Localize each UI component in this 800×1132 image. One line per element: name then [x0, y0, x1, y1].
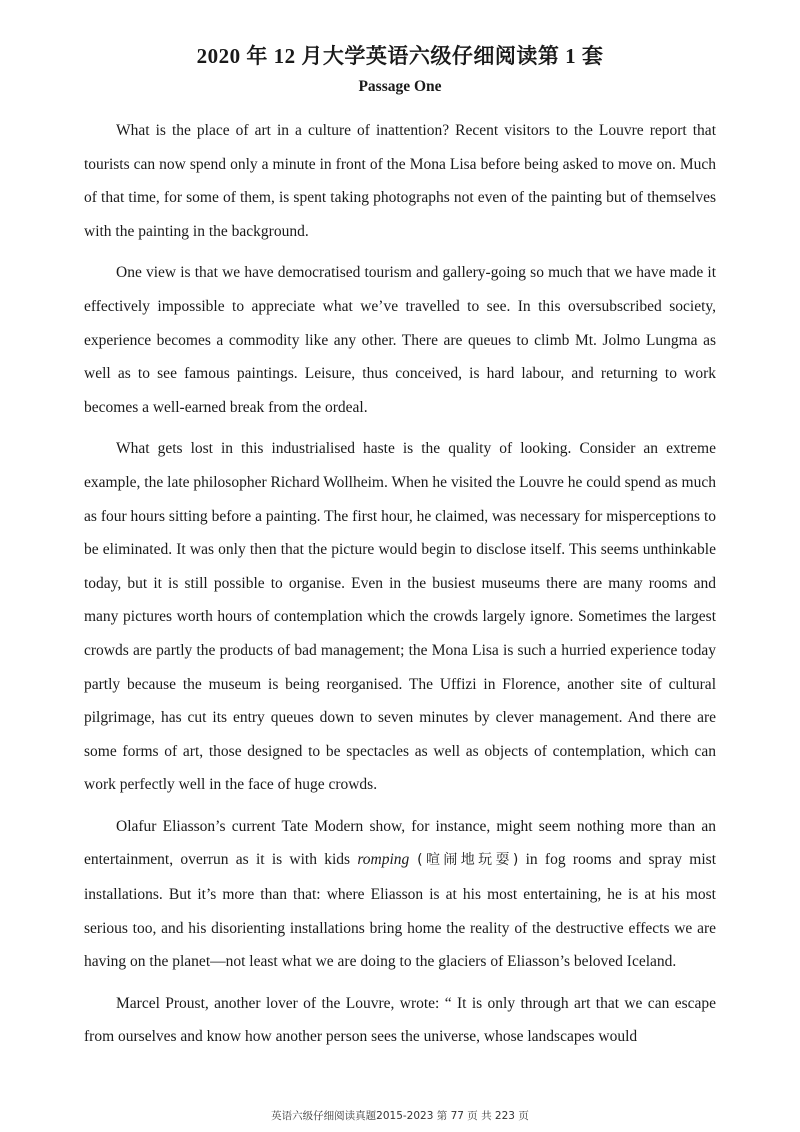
paragraph-2: One view is that we have democratised tourism and gallery-going so much that we have made it effectively impossible to appreciate what we’ve travelled to see. In this oversubscribed society, experience becomes a commodity like any other. There are queues to climb Mt. Jolmo Lungma as well as to see famous paintings. Leisure, thus conceived, is hard labour, and returning to work becomes a well-earned break from the ordeal.: [84, 264, 716, 416]
paragraph-4-before: Olafur Eliasson’s current Tate Modern show, for instance, might seem nothing more than an entertainment, overrun as it is with kids: [84, 817, 716, 869]
passage-title: Passage One: [358, 78, 442, 95]
paragraph-1: What is the place of art in a culture of inattention? Recent visitors to the Louvre report that tourists can now spend only a minute in front of the Mona Lisa before being asked to move on. Much of that time, for some of them, is spent taking photographs not even of the painting but of themselves with the painting in the background.: [84, 122, 716, 240]
page-footer: 英语六级仔细阅读真题2015-2023 第 77 页 共 223 页: [271, 1110, 529, 1122]
paragraph-4: [84, 810, 716, 979]
passage-body: [84, 114, 716, 1062]
paragraph-5: Marcel Proust, another lover of the Louvre, wrote: “ It is only through art that we can escape from ourselves and know how another person sees the universe, whose landscapes would: [84, 994, 716, 1046]
chinese-gloss: (喧闹地玩耍): [409, 852, 519, 869]
italic-word-romping: romping: [357, 851, 410, 869]
paragraph-3: What gets lost in this industrialised haste is the quality of looking. Consider an extreme example, the late philosopher Richard Wollheim. When he visited the Louvre he could spend as much as four hours sitting before a painting. The first hour, he claimed, was necessary for misperceptions to be eliminated. It was only then that the picture would begin to disclose itself. This seems unthinkable today, but it is still possible to organise. Even in the busiest museums there are many rooms and many pictures worth hours of contemplation which the crowds largely ignore. Sometimes the largest crowds are partly the products of bad management; the Mona Lisa is such a hurried experience today partly because the museum is being reorganised. The Uffizi in Florence, another site of cultural pilgrimage, has cut its entry queues down to seven minutes by clever management. And there are some forms of art, those designed to be spectacles as well as objects of contemplation, which can work perfectly well in the face of huge crowds.: [84, 440, 716, 794]
paragraph-4-after: in fog rooms and spray mist installations. But it’s more than that: where Eliasson is at his most entertaining, he is at his most serious too, and his disorienting installations bring home the reality of the destructive effects we are having on the planet—not least what we are doing to the glaciers of Eliasson’s beloved Iceland.: [84, 851, 717, 971]
document-title: 2020 年 12 月大学英语六级仔细阅读第 1 套: [196, 44, 604, 68]
